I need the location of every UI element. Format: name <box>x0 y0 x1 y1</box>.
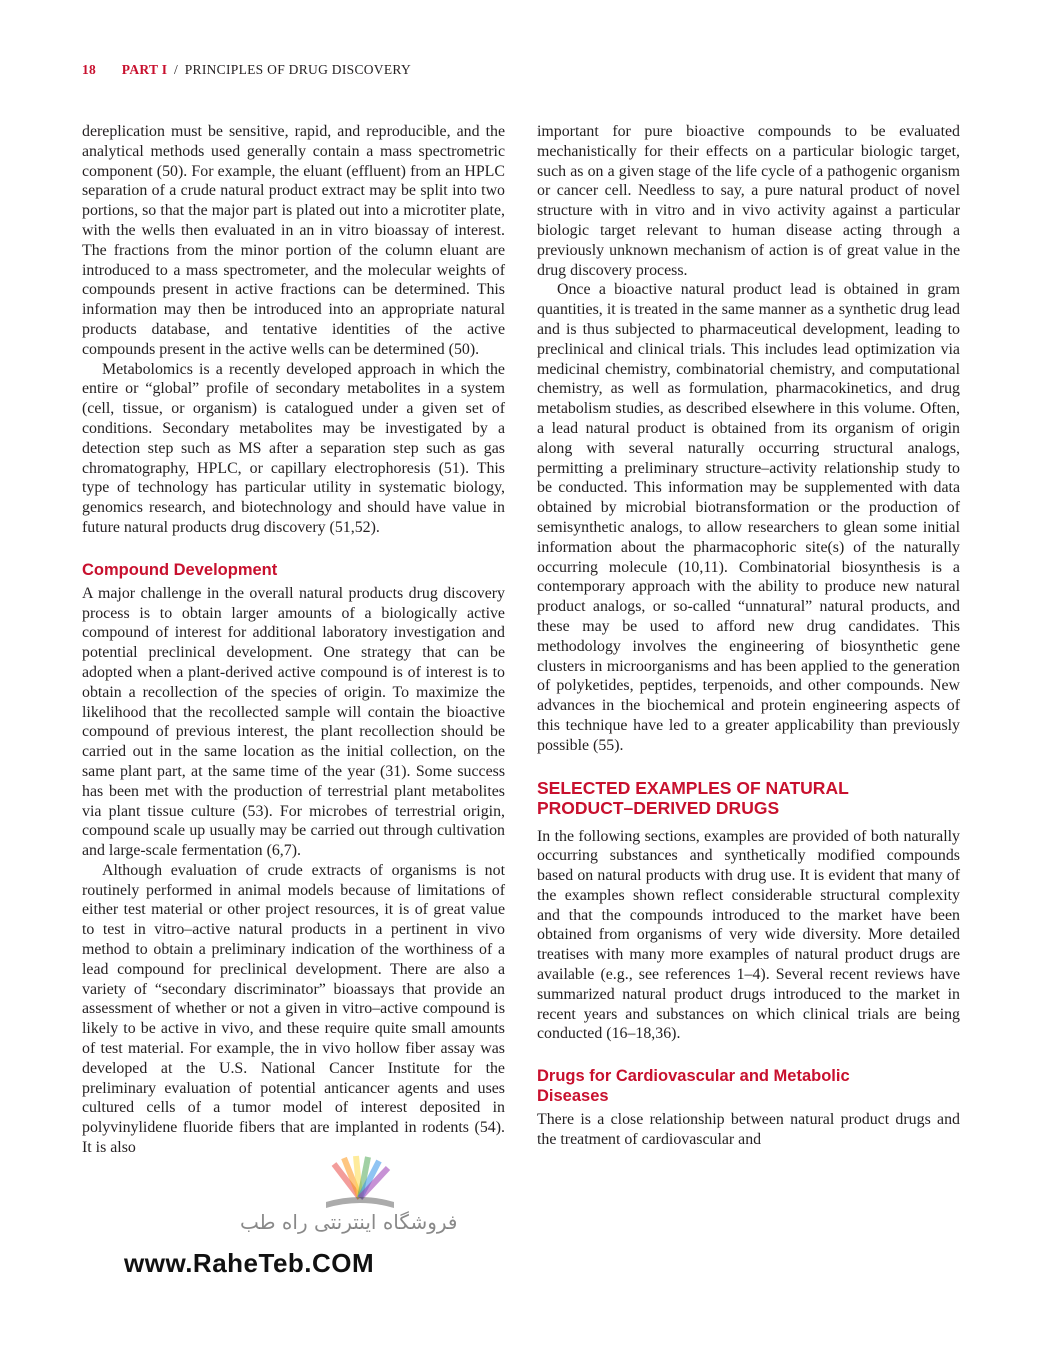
right-column <box>537 122 960 1150</box>
paragraph: Metabolomics is a recently developed approach in which the entire or “global” profile of secondary metabolites in a system (cell, tissue, or organism) is catalogued under a given set of conditions. Secondary metabolites may be investigated by a detection step such as MS after a separation step such as gas chromatography, HPLC, or capillary electrophoresis (51). This type of technology has particular utility in systematic biology, genomics research, and biotechnology and should have value in future natural products drug discovery (51,52). <box>82 360 505 536</box>
paragraph: There is a close relationship between natural product drugs and the treatment of cardiovascular and <box>537 1111 960 1149</box>
paragraph: A major challenge in the overall natural products drug discovery process is to obtain larger amounts of a biologically active compound of interest for additional laboratory investigation and potential preclinical development. One strategy that can be adopted when a plant-derived active compound is of interest is to obtain a recollection of the species of origin. To maximize the likelihood that the recollected sample will contain the bioactive compound of previous interest, the plant recollection should be carried out in the same location as the initial collection, on the same plant part, at the same time of the year (31). Some success has been met with the production of terrestrial plant metabolites via plant tissue culture (53). For microbes of terrestrial origin, compound scale up usually may be carried out through cultivation and large-scale fermentation (6,7). <box>82 584 505 860</box>
major-heading <box>537 778 960 819</box>
paragraph: Once a bioactive natural product lead is obtained in gram quantities, it is treated in the same manner as a synthetic drug lead and is thus subjected to pharmaceutical development, leading to preclinical and clinical trials. This includes lead optimization via medicinal chemistry, combinatorial chemistry, and computational chemistry, as well as formulation, pharmacokinetics, and drug metabolism studies, as described elsewhere in this volume. Often, a lead natural product is obtained from its organism of origin along with several naturally occurring structural analogs, permitting a preliminary structure–activity relationship study to be conducted. This information may be supplemented with data obtained by microbial biotransformation or the production of semisynthetic analogs, to allow researchers to glean some initial information about the pharmacophoric site(s) of the naturally occurring molecule (10,11). Combinatorial biosynthesis is a contemporary approach with the ability to produce new natural product analogs, or so-called “unnatural” natural products, and these may be used to afford new drug candidates. This methodology involves the engineering of biosynthetic gene clusters in microorganisms and has been applied to the generation of polyketides, peptides, terpenoids, and other compounds. New advances in the biochemical and protein engineering aspects of this technique have led to a greater applicability than previously possible (55). <box>537 281 960 754</box>
paragraph: dereplication must be sensitive, rapid, and reproducible, and the analytical methods used generally contain a mass spectrometric component (50). For example, the eluant (effluent) from an HPLC separation of a crude natural product extract may be split into two portions, so that the major part is plated out into a microtiter plate, with the wells then evaluated in an in vitro bioassay of interest. The fractions from the minor portion of the column eluant are introduced to a mass spectrometer, and the molecular weights of compounds present in active fractions can be determined. This information may then be introduced into an appropriate natural products database, and tentative identities of the active compounds present in the active wells can be determined (50). <box>82 123 505 358</box>
watermark <box>110 1140 458 1290</box>
paragraph: Although evaluation of crude extracts of organisms is not routinely performed in animal models because of limitations of either test material or other project resources, it is of great value to test in vitro–active natural products in a pertinent in vivo method to obtain a preliminary indication of the worthiness of a lead compound for preclinical development. There are also a variety of “secondary discriminator” bioassays that provide an assessment of whether or not a given in vitro–active compound is likely to be active in vivo, and these require quite small amounts of test material. For example, the in vivo hollow fiber assay was developed at the U.S. National Cancer Institute for the preliminary evaluation of potential anticancer agents and uses cultured cells of a tumor model of interest deposited in polyvinylidene fluoride fibers that are implanted in rodents (54). It is also <box>82 861 505 1157</box>
part-label: PART I <box>121 62 168 77</box>
paragraph: In the following sections, examples are provided of both naturally occurring substances and synthetically modified compounds based on natural products with drug use. It is evident that many of the examples shown reflect considerable structural complexity and that the compounds introduced to the market have been obtained from organisms of very wide diversity. More detailed treatises with many more examples of natural product drugs are available (e.g., see references 1–4). Several recent reviews have summarized natural product drugs introduced to the market in recent years and substances on which clinical trials are being conducted (16–18,36). <box>537 827 960 1043</box>
page-number: 18 <box>82 62 97 77</box>
paragraph: important for pure bioactive compounds to be evaluated mechanistically for their effects on a particular biologic target, such as on a given stage of the life cycle of a pathogenic organism or cancer cell. Needless to say, a pure natural product of novel structure with in vitro and in vivo activity against a particular biologic target relevant to human disease acting through a previously unknown mechanism of action is of great value in the drug discovery process. <box>537 123 960 279</box>
major-heading-line: SELECTED EXAMPLES OF NATURAL <box>537 777 849 798</box>
watermark-persian: فروشگاه اینترنتی راه طب <box>240 1210 458 1234</box>
section-heading-line: Diseases <box>537 1087 609 1106</box>
major-heading-line: PRODUCT–DERIVED DRUGS <box>537 798 780 818</box>
section-heading: Compound Development <box>82 560 278 579</box>
header-separator: / <box>173 62 179 77</box>
running-header <box>82 62 411 78</box>
chapter-title: PRINCIPLES OF DRUG DISCOVERY <box>184 62 412 77</box>
left-column <box>82 122 505 1158</box>
section-heading <box>537 1066 960 1106</box>
section-heading-line: Drugs for Cardiovascular and Metabolic <box>537 1067 850 1086</box>
watermark-site: www.RaheTeb.COM <box>124 1248 375 1278</box>
